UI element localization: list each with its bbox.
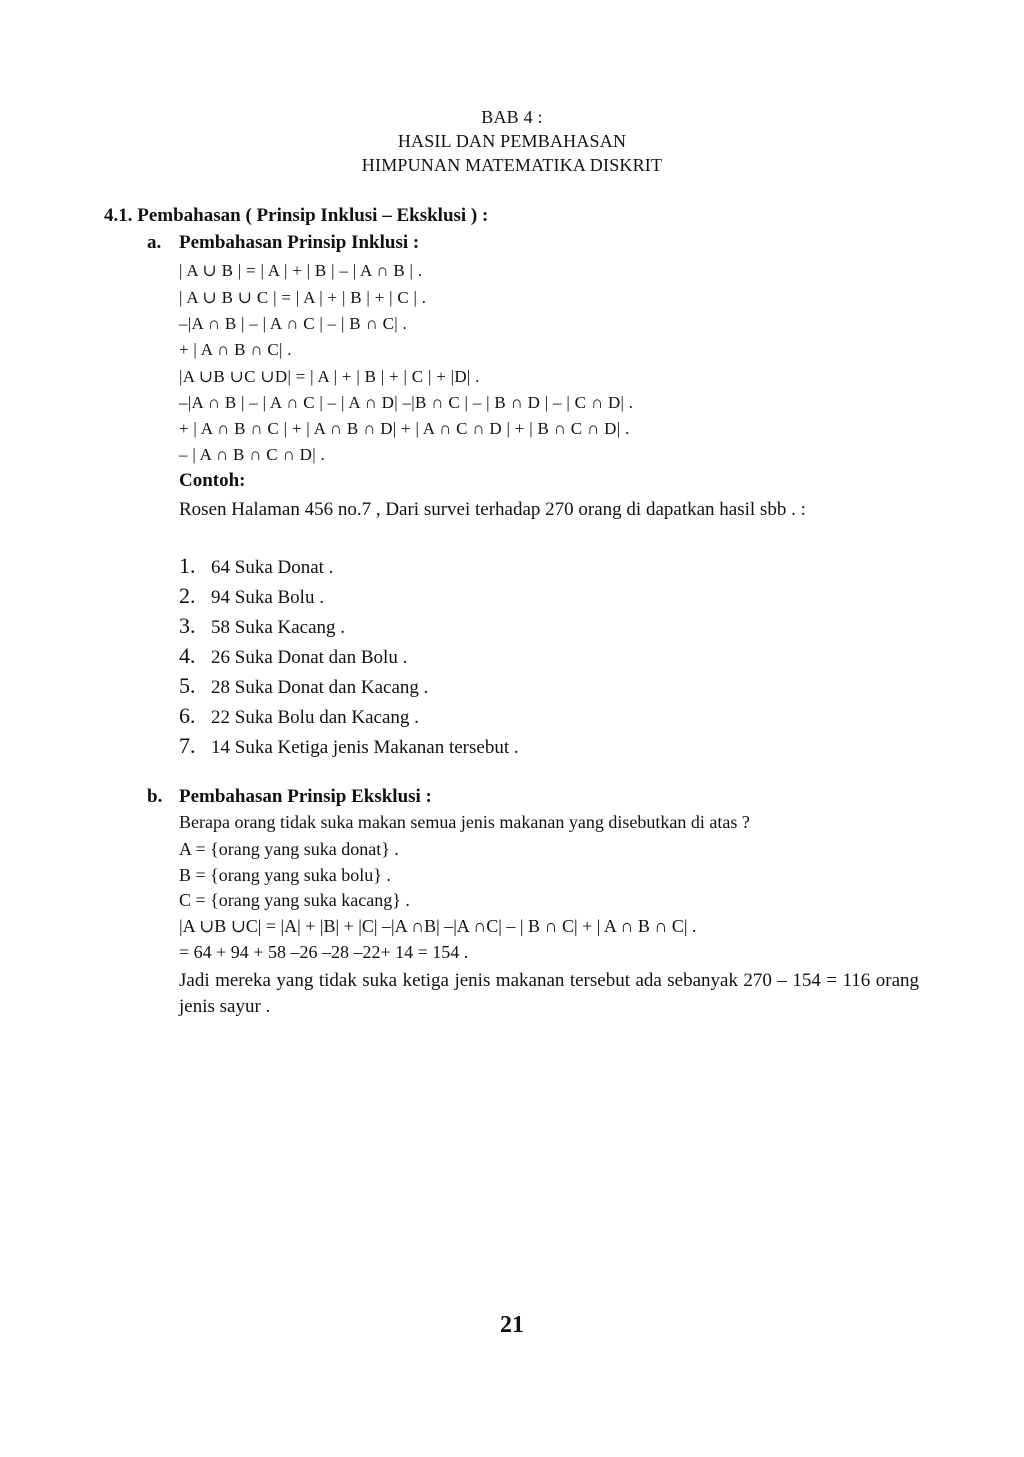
list-item [179,701,519,731]
part-a-heading [147,232,419,254]
list-item-text: 64 Suka Donat . [211,557,334,578]
chapter-subtitle: HIMPUNAN MATEMATIKA DISKRIT [361,155,663,175]
list-item-number: 5. [179,673,196,698]
list-item-text: 94 Suka Bolu . [211,587,324,608]
list-item [179,641,519,671]
list-item-text: 58 Suka Kacang . [211,617,346,638]
survey-list [179,551,519,761]
part-b-title: Pembahasan Prinsip Eksklusi : [179,786,432,807]
formula-line: + | A ∩ B ∩ C | + | A ∩ B ∩ D| + | A ∩ C ∩ D | + | B ∩ C ∩ D| . [179,419,630,438]
list-item-number: 2. [179,583,196,608]
example-label: Contoh: [179,470,246,491]
chapter-number: BAB 4 : [481,107,543,127]
set-b-definition: B = {orang yang suka bolu} . [179,865,391,885]
part-b-marker: b. [147,786,163,807]
chapter-heading [0,105,1024,177]
part-b-heading [147,786,432,808]
list-item-number: 6. [179,703,196,728]
list-item [179,671,519,701]
union-formula: |A ∪B ∪C| = |A| + |B| + |C| –|A ∩B| –|A ∩C| – | B ∩ C| + | A ∩ B ∩ C| . [179,916,697,936]
list-item [179,551,519,581]
formula-line: –|A ∩ B | – | A ∩ C | – | B ∩ C| . [179,314,408,333]
formula-line: + | A ∩ B ∩ C| . [179,340,292,359]
chapter-title: HASIL DAN PEMBAHASAN [397,131,627,151]
part-a-marker: a. [147,232,162,253]
conclusion-text: Jadi mereka yang tidak suka ketiga jenis makanan tersebut ada sebanyak 270 – 154 = 116 orang jenis sayur . [179,970,919,1017]
list-item [179,611,519,641]
calculation-line: = 64 + 94 + 58 –26 –28 –22+ 14 = 154 . [179,942,469,962]
list-item-text: 22 Suka Bolu dan Kacang . [211,707,419,728]
formula-line: |A ∪B ∪C ∪D| = | A | + | B | + | C | + |D| . [179,367,480,386]
example-intro: Rosen Halaman 456 no.7 , Dari survei terhadap 270 orang di dapatkan hasil sbb . : [179,499,806,520]
formula-line: –|A ∩ B | – | A ∩ C | – | A ∩ D| –|B ∩ C | – | B ∩ D | – | C ∩ D| . [179,393,634,412]
section-title: 4.1. Pembahasan ( Prinsip Inklusi – Eksklusi ) : [104,205,489,226]
list-item-number: 7. [179,733,196,758]
list-item-text: 14 Suka Ketiga jenis Makanan tersebut . [211,737,519,758]
page-number: 21 [500,1312,524,1338]
list-item-number: 1. [179,553,196,578]
set-c-definition: C = {orang yang suka kacang} . [179,890,410,910]
list-item-number: 3. [179,613,196,638]
list-item-text: 28 Suka Donat dan Kacang . [211,677,429,698]
part-a-title: Pembahasan Prinsip Inklusi : [179,232,420,253]
list-item [179,731,519,761]
list-item-number: 4. [179,643,196,668]
formula-line: | A ∪ B | = | A | + | B | – | A ∩ B | . [179,261,423,280]
formula-line: | A ∪ B ∪ C | = | A | + | B | + | C | . [179,288,427,307]
set-a-definition: A = {orang yang suka donat} . [179,839,399,859]
formula-line: – | A ∩ B ∩ C ∩ D| . [179,445,325,464]
list-item-text: 26 Suka Donat dan Bolu . [211,647,408,668]
question-text: Berapa orang tidak suka makan semua jenis makanan yang disebutkan di atas ? [179,812,750,832]
list-item [179,581,519,611]
